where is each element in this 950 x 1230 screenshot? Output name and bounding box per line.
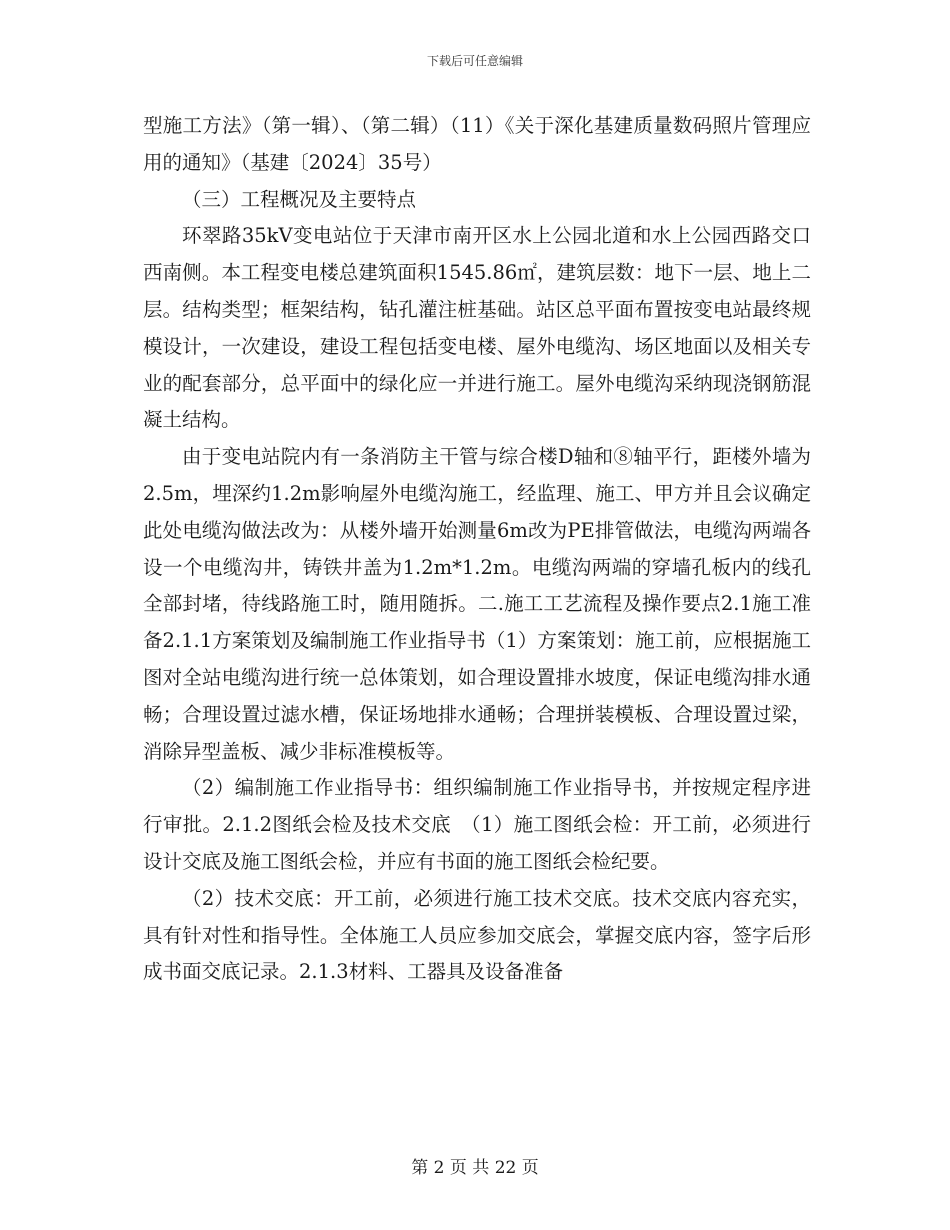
paragraph-work-instruction: （2）编制施工作业指导书：组织编制施工作业指导书，并按规定程序进行审批。2.1.2图纸会检及技术交底 （1）施工图纸会检：开工前，必须进行设计交底及施工图纸会检，并应有书面的施工图纸会检纪要。 bbox=[143, 776, 811, 873]
paragraph-continuation: 型施工方法》（第一辑）、（第二辑）（11）《关于深化基建质量数码照片管理应用的通知》（基建〔2024〕35号） bbox=[143, 114, 811, 174]
page-footer: 第 2 页 共 22 页 bbox=[411, 1158, 539, 1178]
paragraph-overview: 环翠路35kV变电站位于天津市南开区水上公园北道和水上公园西路交口西南侧。本工程变电楼总建筑面积1545.86㎡，建筑层数：地下一层、地上二层。结构类型；框架结构，钻孔灌注桩基础。站区总平面布置按变电站最终规模设计，一次建设，建设工程包括变电楼、屋外电缆沟、场区地面以及相关专业的配套部分，总平面中的绿化应一并进行施工。屋外电缆沟采纳现浇钢筋混凝土结构。 bbox=[143, 224, 811, 432]
paragraph-technical-briefing: （2）技术交底：开工前，必须进行施工技术交底。技术交底内容充实，具有针对性和指导性。全体施工人员应参加交底会，掌握交底内容，签字后形成书面交底记录。2.1.3材料、工器具及设备准备 bbox=[143, 886, 811, 984]
paragraph-cable-trench: 由于变电站院内有一条消防主干管与综合楼D轴和⑧轴平行，距楼外墙为2.5m，埋深约1.2m影响屋外电缆沟施工，经监理、施工、甲方并且会议确定此处电缆沟做法改为：从楼外墙开始测量6m改为PE排管做法，电缆沟两端各设一个电缆沟井，铸铁井盖为1.2m*1.2m。电缆沟两端的穿墙孔板内的线孔全部封堵，待线路施工时，随用随拆。二.施工工艺流程及操作要点2.1施工准备2.1.1方案策划及编制施工作业指导书（1）方案策划：施工前，应根据施工图对全站电缆沟进行统一总体策划，如合理设置排水坡度，保证电缆沟排水通畅；合理设置过滤水槽，保证场地排水通畅；合理拼装模板、合理设置过梁，消除异型盖板、减少非标准模板等。 bbox=[143, 445, 811, 763]
document-body bbox=[143, 108, 811, 991]
page-header: 下载后可任意编辑 bbox=[426, 54, 523, 68]
section-heading: （三）工程概况及主要特点 bbox=[182, 187, 417, 211]
